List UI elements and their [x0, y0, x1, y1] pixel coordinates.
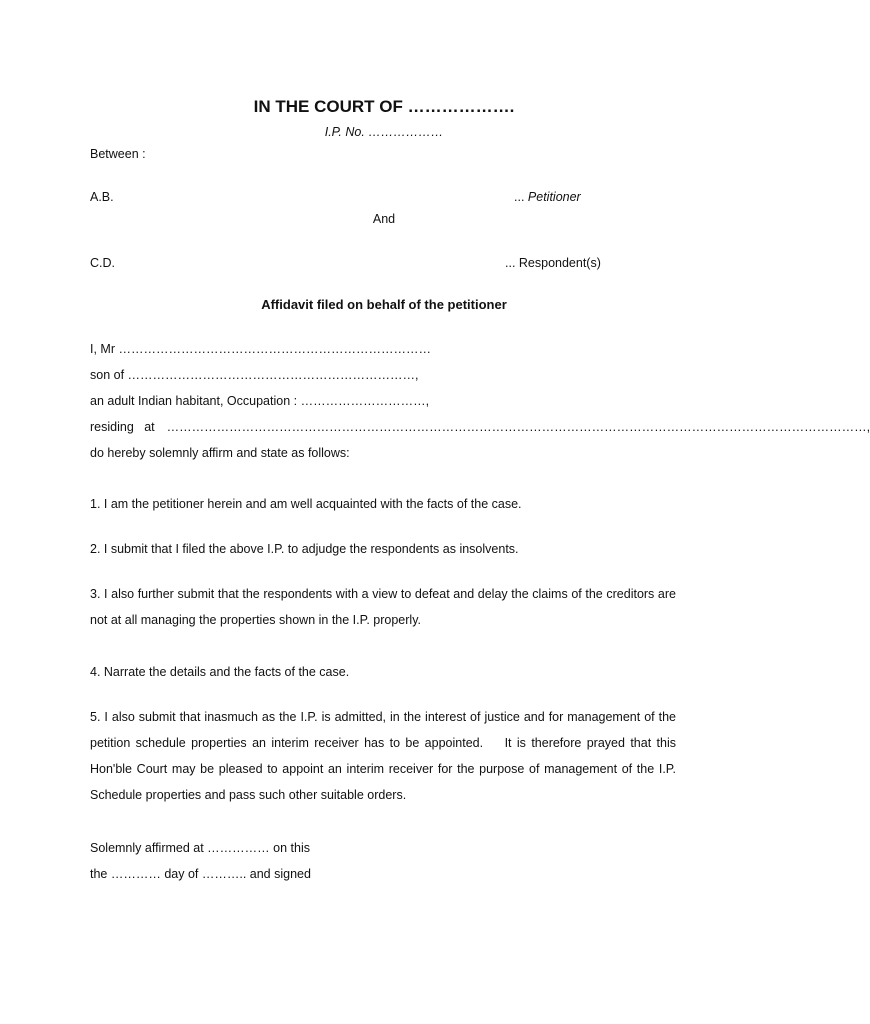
petitioner-name: A.B.	[90, 190, 114, 204]
petitioner-role-label: Petitioner	[527, 190, 581, 204]
closing-line-2: the ………… day of ……….. and signed	[90, 867, 311, 881]
residing-line	[90, 419, 870, 435]
name-line: I, Mr …………………………………………………………………	[90, 342, 431, 356]
court-title: IN THE COURT OF ……………….	[253, 97, 515, 116]
point-5: 5. I also submit that inasmuch as the I.P. is admitted, in the interest of justice and for management of the petition schedule properties an interim receiver has to be appointed. It is therefore prayed that this Hon'ble Court may be pleased to appoint an interim receiver for the purpose of management of the I.P. Schedule properties and pass such other suitable orders.	[90, 710, 680, 802]
ip-number: I.P. No. ………………	[324, 125, 444, 139]
residing-label: residing at	[90, 420, 155, 434]
respondent-role: ... Respondent(s)	[505, 256, 601, 270]
and-label: And	[372, 212, 396, 226]
point-3: 3. I also further submit that the respondents with a view to defeat and delay the claims of the creditors are not at all managing the properties shown in the I.P. properly.	[90, 587, 676, 627]
residing-fill: ……………………………………………………………………………………………………………………………………………………,	[166, 420, 870, 434]
between-label: Between :	[90, 147, 146, 161]
point-4: 4. Narrate the details and the facts of the case.	[90, 665, 350, 679]
affidavit-heading: Affidavit filed on behalf of the petitioner	[261, 297, 507, 312]
petitioner-role-prefix: ...	[514, 190, 528, 204]
affirm-line: do hereby solemnly affirm and state as follows:	[90, 446, 350, 460]
son-of-line: son of ……………………………………………………………,	[90, 368, 419, 382]
petitioner-role	[514, 189, 581, 205]
closing-line-1: Solemnly affirmed at …………… on this	[90, 841, 310, 855]
respondent-name: C.D.	[90, 256, 115, 270]
point-1: 1. I am the petitioner herein and am well acquainted with the facts of the case.	[90, 497, 522, 511]
point-2: 2. I submit that I filed the above I.P. to adjudge the respondents as insolvents.	[90, 542, 519, 556]
occupation-line: an adult Indian habitant, Occupation : …………………………,	[90, 394, 430, 408]
